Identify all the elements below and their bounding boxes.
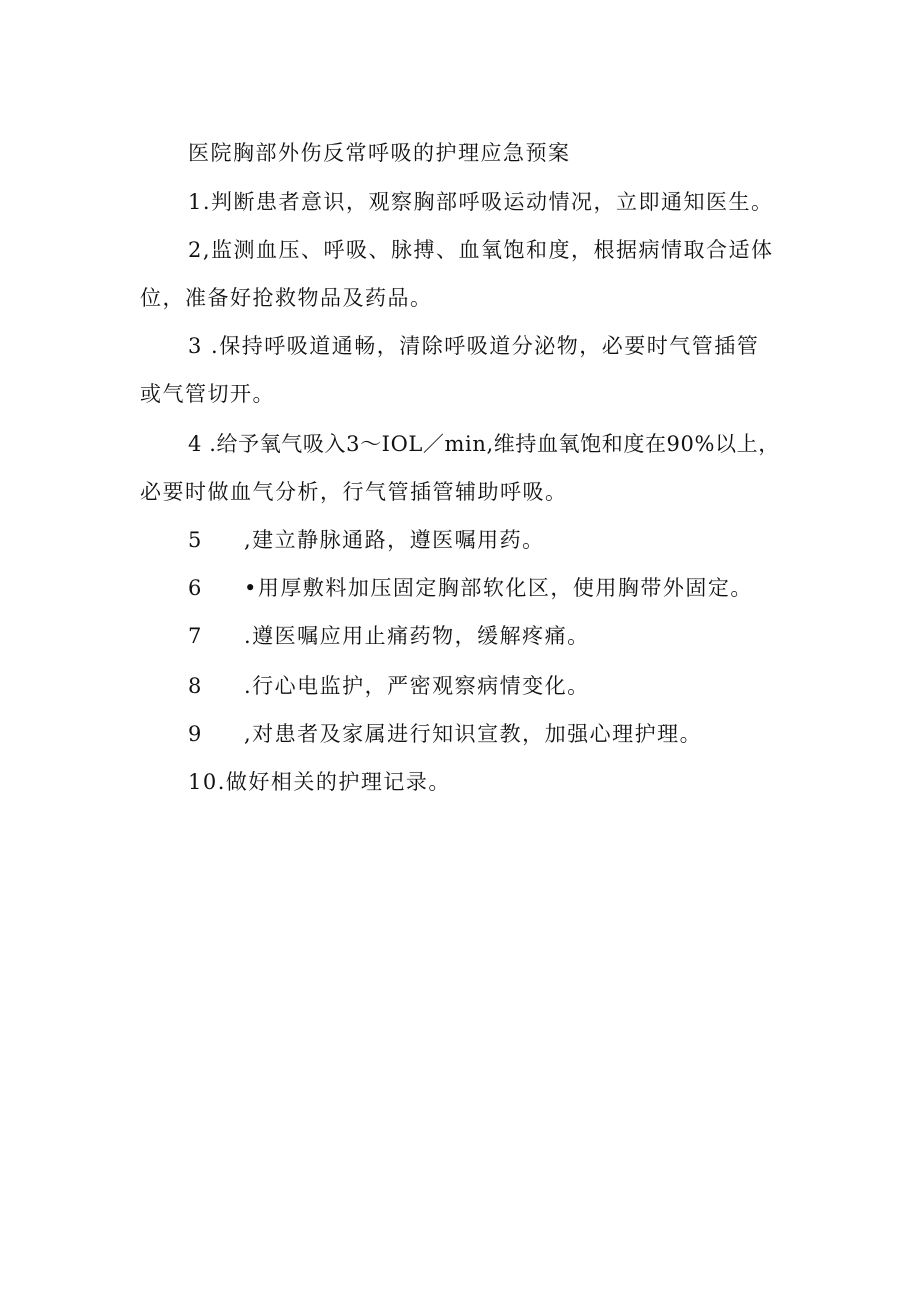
item-9-number: 9	[188, 722, 202, 746]
item-7-text: .遵医嘱应用止痛药物，缓解疼痛。	[244, 624, 590, 648]
item-5-number: 5	[188, 528, 202, 552]
item-6-number: 6	[188, 576, 202, 600]
document-title: 医院胸部外伤反常呼吸的护理应急预案	[188, 141, 571, 165]
item-4-line-1: 4 .给予氧气吸入3〜IOL／min,维持血氧饱和度在90%以上，	[188, 432, 780, 456]
item-1: 1.判断患者意识，观察胸部呼吸运动情况，立即通知医生。	[188, 190, 774, 214]
item-3-line-1: 3 .保持呼吸道通畅，清除呼吸道分泌物，必要时气管插管	[188, 334, 760, 358]
item-2-line-1: 2,监测血压、呼吸、脉搏、血氧饱和度，根据病情取合适体	[188, 238, 774, 262]
item-8-text: .行心电监护，严密观察病情变化。	[244, 674, 590, 698]
item-7-number: 7	[188, 624, 202, 648]
item-4-line-2: 必要时做血气分析，行气管插管辅助呼吸。	[140, 480, 568, 504]
item-8-number: 8	[188, 674, 202, 698]
item-6-text: •用厚敷料加压固定胸部软化区，使用胸带外固定。	[244, 576, 753, 600]
item-9-text: ,对患者及家属进行知识宣教，加强心理护理。	[244, 722, 703, 746]
item-3-line-2: 或气管切开。	[140, 382, 275, 406]
item-10: 10.做好相关的护理记录。	[188, 770, 451, 794]
item-2-line-2: 位，准备好抢救物品及药品。	[140, 286, 433, 310]
item-5-text: ,建立静脉通路，遵医嘱用药。	[244, 528, 545, 552]
